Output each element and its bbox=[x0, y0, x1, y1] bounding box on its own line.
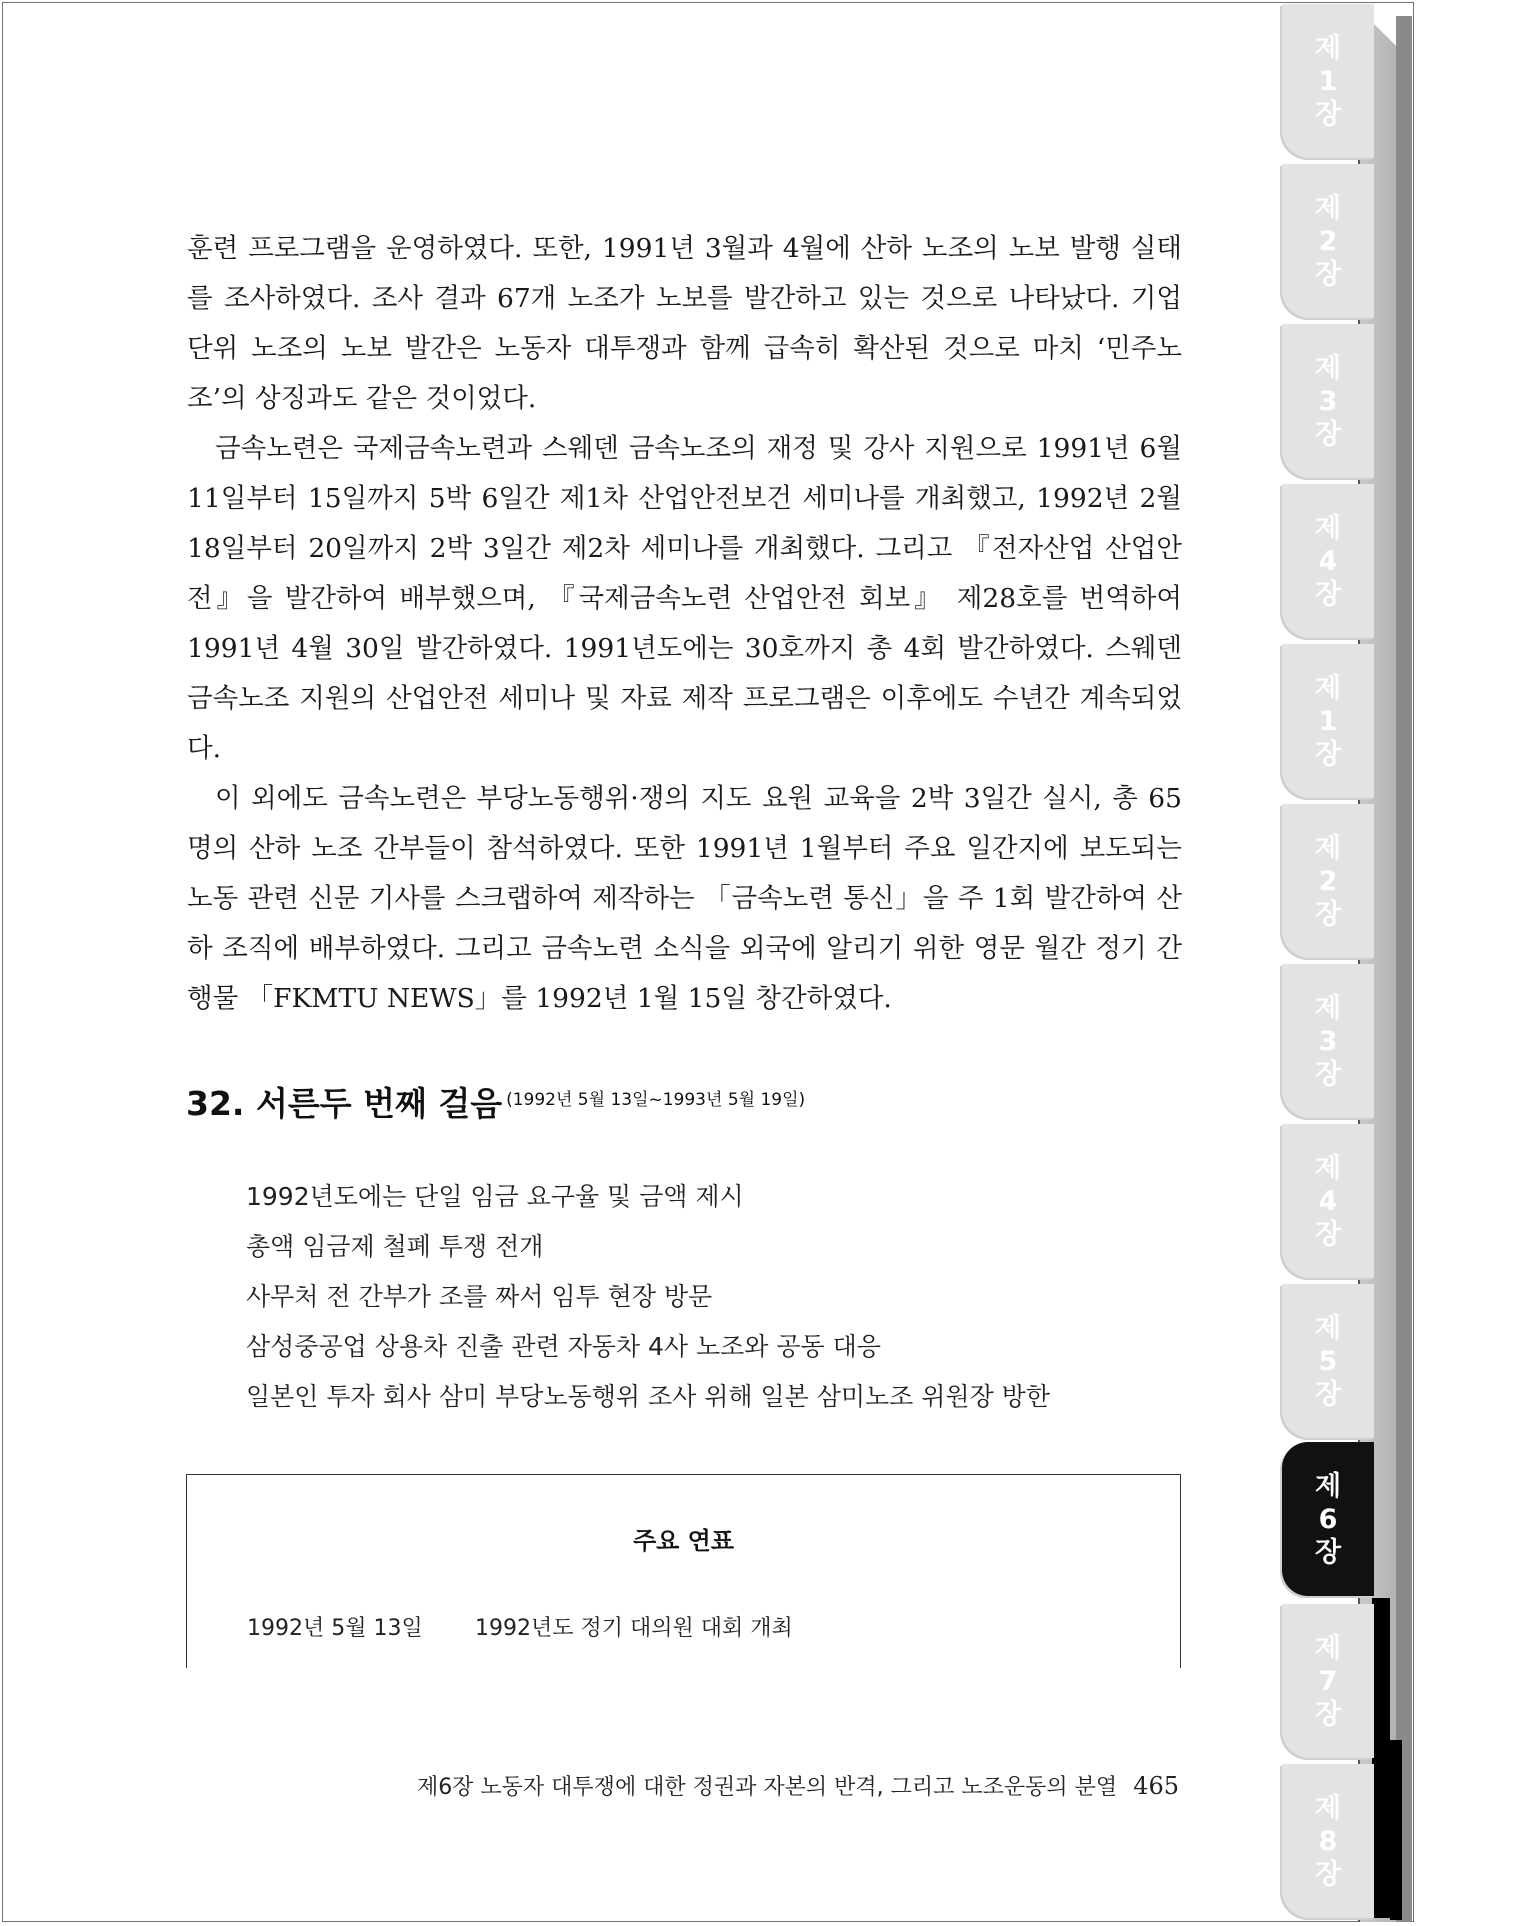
chapter-tab[interactable]: 제 1 장 bbox=[1282, 4, 1374, 158]
list-item: 일본인 투자 회사 삼미 부당노동행위 조사 위해 일본 삼미노조 위원장 방한 bbox=[246, 1382, 1050, 1411]
list-item: 삼성중공업 상용차 진출 관련 자동차 4사 노조와 공동 대응 bbox=[246, 1332, 881, 1361]
chapter-tab[interactable]: 제 4 장 bbox=[1282, 1124, 1374, 1278]
summary-list bbox=[246, 1172, 1146, 1422]
list-item: 사무처 전 간부가 조를 짜서 임투 현장 방문 bbox=[246, 1282, 713, 1311]
list-item: 1992년도에는 단일 임금 요구율 및 금액 제시 bbox=[246, 1182, 744, 1211]
section-date-range: (1992년 5월 13일~1993년 5월 19일) bbox=[506, 1090, 806, 1110]
paragraph: 훈련 프로그램을 운영하였다. 또한, 1991년 3월과 4월에 산하 노조의 노보 발행 실태를 조사하였다. 조사 결과 67개 노조가 노보를 발간하고 있는 것으로 나타났다. 기업 단위 노조의 노보 발간은 노동자 대투쟁과 함께 급속히 확산된 것으로 마치 ‘민주노조’의 상징과도 같은 것이었다. bbox=[187, 233, 1182, 414]
chapter-tab[interactable]: 제 2 장 bbox=[1282, 164, 1374, 318]
chapter-tab[interactable]: 제 7 장 bbox=[1282, 1604, 1374, 1758]
body-text bbox=[187, 224, 1182, 1024]
chapter-tab[interactable]: 제 3 장 bbox=[1282, 324, 1374, 478]
chapter-tab[interactable]: 제 5 장 bbox=[1282, 1284, 1374, 1438]
list-item: 총액 임금제 철폐 투쟁 전개 bbox=[246, 1232, 544, 1261]
edge-marker bbox=[1372, 1598, 1390, 1918]
section-heading bbox=[186, 1078, 805, 1125]
paragraph: 이 외에도 금속노련은 부당노동행위·쟁의 지도 요원 교육을 2박 3일간 실시, 총 65명의 산하 노조 간부들이 참석하였다. 또한 1991년 1월부터 주요 일간지에 보도되는 노동 관련 신문 기사를 스크랩하여 제작하는 「금속노련 통신」을 주 1회 발간하여 산하 조직에 배부하였다. 그리고 금속노련 소식을 외국에 알리기 위한 영문 월간 정기 간행물 「FKMTU NEWS」를 1992년 1월 15일 창간하였다. bbox=[187, 783, 1182, 1014]
chronology-box bbox=[186, 1474, 1181, 1668]
edge-marker-secondary bbox=[1390, 1740, 1402, 1920]
chapter-tab[interactable]: 제 2 장 bbox=[1282, 804, 1374, 958]
chapter-tab[interactable]: 제 4 장 bbox=[1282, 484, 1374, 638]
chronology-event: 1992년도 정기 대의원 대회 개최 bbox=[475, 1616, 793, 1641]
chronology-row bbox=[247, 1611, 793, 1642]
chapter-tab[interactable]: 제 3 장 bbox=[1282, 964, 1374, 1118]
page-number: 465 bbox=[1133, 1772, 1179, 1800]
page-footer bbox=[417, 1770, 1179, 1801]
chronology-date: 1992년 5월 13일 bbox=[247, 1616, 423, 1641]
paragraph: 금속노련은 국제금속노련과 스웨덴 금속노조의 재정 및 강사 지원으로 1991년 6월 11일부터 15일까지 5박 6일간 제1차 산업안전보건 세미나를 개최했고, 1992년 2월 18일부터 20일까지 2박 3일간 제2차 세미나를 개최했다. 그리고 『전자산업 산업안전』을 발간하여 배부했으며, 『국제금속노련 산업안전 회보』 제28호를 번역하여 1991년 4월 30일 발간하였다. 1991년도에는 30호까지 총 4회 발간하였다. 스웨덴 금속노조 지원의 산업안전 세미나 및 자료 제작 프로그램은 이후에도 수년간 계속되었다. bbox=[187, 433, 1182, 764]
chapter-tab[interactable]: 제 1 장 bbox=[1282, 644, 1374, 798]
section-title: 32. 서른두 번째 걸음 bbox=[186, 1084, 503, 1123]
chapter-tab[interactable]: 제 8 장 bbox=[1282, 1764, 1374, 1918]
book-spine-shadow bbox=[1396, 16, 1412, 1922]
chapter-tab-active[interactable]: 제 6 장 bbox=[1282, 1442, 1374, 1596]
chronology-title: 주요 연표 bbox=[632, 1527, 735, 1555]
running-title: 제6장 노동자 대투쟁에 대한 정권과 자본의 반격, 그리고 노조운동의 분열 bbox=[416, 1775, 1118, 1800]
